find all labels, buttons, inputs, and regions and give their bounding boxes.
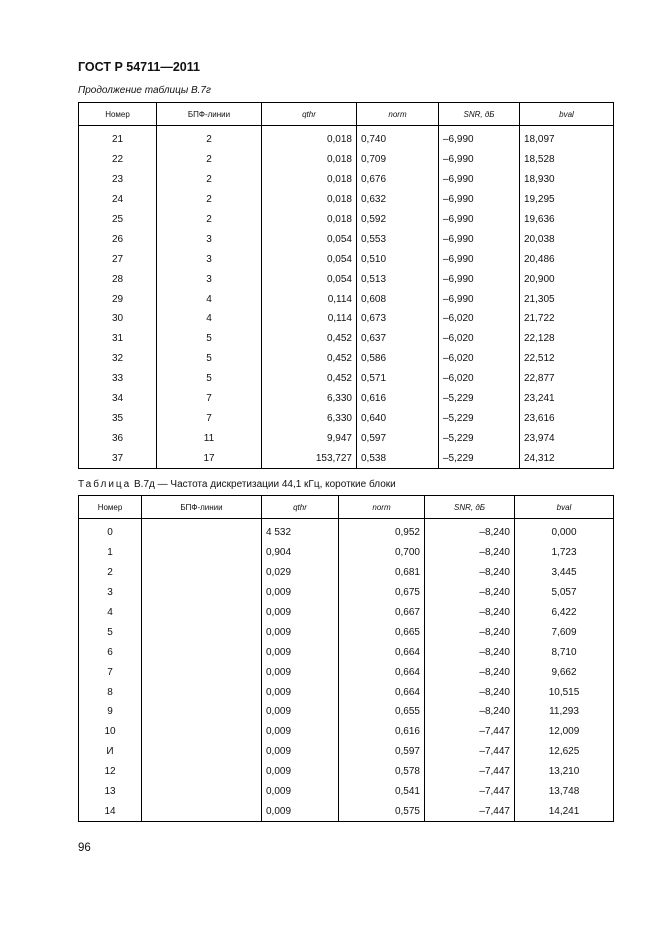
number-cell: 24 (79, 190, 157, 210)
norm-cell: 0,664 (339, 682, 425, 702)
bval-cell: 1,723 (515, 543, 614, 563)
bval-cell: 8,710 (515, 642, 614, 662)
norm-cell: 0,616 (357, 389, 439, 409)
table-row (79, 170, 614, 190)
table-row (79, 583, 614, 603)
bval-cell: 18,097 (520, 126, 614, 150)
fft-lines-cell: 2 (157, 190, 262, 210)
snr-cell: –7,447 (425, 801, 515, 821)
fft-lines-cell (142, 782, 262, 802)
qthr-cell: 9,947 (262, 428, 357, 448)
table1-header-row (79, 103, 614, 126)
number-cell: 7 (79, 662, 142, 682)
number-cell: 28 (79, 269, 157, 289)
qthr-cell: 0,009 (262, 742, 339, 762)
qthr-cell: 6,330 (262, 408, 357, 428)
number-cell: 12 (79, 762, 142, 782)
table-row (79, 563, 614, 583)
fft-lines-cell (142, 642, 262, 662)
qthr-cell: 0,904 (262, 543, 339, 563)
fft-lines-cell: 11 (157, 428, 262, 448)
number-cell: 27 (79, 249, 157, 269)
qthr-cell: 0,009 (262, 622, 339, 642)
table-row (79, 622, 614, 642)
bval-cell: 22,128 (520, 329, 614, 349)
qthr-cell: 0,452 (262, 329, 357, 349)
qthr-cell: 0,009 (262, 722, 339, 742)
qthr-cell: 6,330 (262, 389, 357, 409)
snr-cell: –6,990 (439, 269, 520, 289)
fft-lines-cell: 3 (157, 229, 262, 249)
number-cell: 6 (79, 642, 142, 662)
fft-lines-cell: 2 (157, 170, 262, 190)
bval-cell: 23,974 (520, 428, 614, 448)
snr-cell: –8,240 (425, 642, 515, 662)
table2-body (79, 519, 614, 822)
snr-cell: –6,990 (439, 126, 520, 150)
norm-cell: 0,578 (339, 762, 425, 782)
table-row (79, 742, 614, 762)
number-cell: 35 (79, 408, 157, 428)
fft-lines-cell: 17 (157, 448, 262, 468)
norm-cell: 0,740 (357, 126, 439, 150)
fft-lines-cell: 2 (157, 126, 262, 150)
column-header-snr: SNR, дБ (425, 496, 515, 519)
table-row (79, 682, 614, 702)
bval-cell: 21,722 (520, 309, 614, 329)
bval-cell: 6,422 (515, 603, 614, 623)
qthr-cell: 0,009 (262, 762, 339, 782)
column-header-bval: bval (515, 496, 614, 519)
bval-cell: 20,038 (520, 229, 614, 249)
bval-cell: 13,210 (515, 762, 614, 782)
snr-cell: –6,990 (439, 210, 520, 230)
number-cell: 23 (79, 170, 157, 190)
fft-lines-cell (142, 682, 262, 702)
bval-cell: 20,900 (520, 269, 614, 289)
table2-caption (78, 479, 396, 490)
qthr-cell: 0,054 (262, 269, 357, 289)
norm-cell: 0,664 (339, 662, 425, 682)
number-cell: 0 (79, 519, 142, 543)
fft-lines-cell: 2 (157, 150, 262, 170)
table-row (79, 349, 614, 369)
table2-header-row (79, 496, 614, 519)
table2 (78, 495, 614, 822)
bval-cell: 0,000 (515, 519, 614, 543)
snr-cell: –8,240 (425, 563, 515, 583)
fft-lines-cell: 7 (157, 389, 262, 409)
bval-cell: 14,241 (515, 801, 614, 821)
fft-lines-cell (142, 702, 262, 722)
norm-cell: 0,676 (357, 170, 439, 190)
snr-cell: –6,990 (439, 170, 520, 190)
table-row (79, 389, 614, 409)
snr-cell: –6,020 (439, 329, 520, 349)
table-row (79, 603, 614, 623)
page-number: 96 (78, 842, 91, 854)
qthr-cell: 0,054 (262, 229, 357, 249)
table-row (79, 126, 614, 150)
table-row (79, 801, 614, 821)
table2-caption-label: Таблица (78, 479, 132, 490)
qthr-cell: 0,009 (262, 682, 339, 702)
number-cell: 10 (79, 722, 142, 742)
table-row (79, 722, 614, 742)
qthr-cell: 0,018 (262, 210, 357, 230)
snr-cell: –8,240 (425, 519, 515, 543)
fft-lines-cell (142, 583, 262, 603)
bval-cell: 10,515 (515, 682, 614, 702)
norm-cell: 0,597 (357, 428, 439, 448)
number-cell: 25 (79, 210, 157, 230)
norm-cell: 0,640 (357, 408, 439, 428)
bval-cell: 23,241 (520, 389, 614, 409)
table-row (79, 229, 614, 249)
table1-body (79, 126, 614, 469)
table-row (79, 448, 614, 468)
fft-lines-cell (142, 519, 262, 543)
qthr-cell: 0,009 (262, 583, 339, 603)
snr-cell: –6,990 (439, 190, 520, 210)
snr-cell: –7,447 (425, 742, 515, 762)
norm-cell: 0,597 (339, 742, 425, 762)
norm-cell: 0,592 (357, 210, 439, 230)
norm-cell: 0,637 (357, 329, 439, 349)
norm-cell: 0,673 (357, 309, 439, 329)
qthr-cell: 0,018 (262, 170, 357, 190)
number-cell: 13 (79, 782, 142, 802)
snr-cell: –5,229 (439, 389, 520, 409)
bval-cell: 18,528 (520, 150, 614, 170)
snr-cell: –8,240 (425, 622, 515, 642)
qthr-cell: 4 532 (262, 519, 339, 543)
bval-cell: 20,486 (520, 249, 614, 269)
snr-cell: –7,447 (425, 782, 515, 802)
column-header-norm: norm (339, 496, 425, 519)
qthr-cell: 0,114 (262, 309, 357, 329)
norm-cell: 0,616 (339, 722, 425, 742)
norm-cell: 0,655 (339, 702, 425, 722)
table-row (79, 543, 614, 563)
fft-lines-cell (142, 742, 262, 762)
snr-cell: –6,990 (439, 289, 520, 309)
snr-cell: –8,240 (425, 662, 515, 682)
fft-lines-cell: 4 (157, 309, 262, 329)
number-cell: 29 (79, 289, 157, 309)
number-cell: 37 (79, 448, 157, 468)
snr-cell: –5,229 (439, 428, 520, 448)
norm-cell: 0,571 (357, 369, 439, 389)
bval-cell: 7,609 (515, 622, 614, 642)
table-row (79, 289, 614, 309)
table-row (79, 702, 614, 722)
qthr-cell: 153,727 (262, 448, 357, 468)
snr-cell: –6,020 (439, 309, 520, 329)
table1-caption: Продолжение таблицы В.7г (78, 85, 211, 96)
table-row (79, 269, 614, 289)
table-row (79, 428, 614, 448)
bval-cell: 19,295 (520, 190, 614, 210)
fft-lines-cell (142, 801, 262, 821)
norm-cell: 0,675 (339, 583, 425, 603)
bval-cell: 11,293 (515, 702, 614, 722)
norm-cell: 0,700 (339, 543, 425, 563)
number-cell: 3 (79, 583, 142, 603)
number-cell: 5 (79, 622, 142, 642)
number-cell: 31 (79, 329, 157, 349)
fft-lines-cell (142, 622, 262, 642)
qthr-cell: 0,114 (262, 289, 357, 309)
norm-cell: 0,538 (357, 448, 439, 468)
qthr-cell: 0,009 (262, 782, 339, 802)
norm-cell: 0,513 (357, 269, 439, 289)
table-row (79, 762, 614, 782)
snr-cell: –6,990 (439, 150, 520, 170)
number-cell: 22 (79, 150, 157, 170)
bval-cell: 22,512 (520, 349, 614, 369)
fft-lines-cell: 3 (157, 249, 262, 269)
table-row (79, 408, 614, 428)
column-header-snr: SNR, дБ (439, 103, 520, 126)
column-header-number: Номер (79, 496, 142, 519)
qthr-cell: 0,018 (262, 150, 357, 170)
fft-lines-cell: 7 (157, 408, 262, 428)
fft-lines-cell: 4 (157, 289, 262, 309)
number-cell: 33 (79, 369, 157, 389)
bval-cell: 9,662 (515, 662, 614, 682)
table-row (79, 190, 614, 210)
bval-cell: 13,748 (515, 782, 614, 802)
norm-cell: 0,608 (357, 289, 439, 309)
snr-cell: –6,990 (439, 229, 520, 249)
number-cell: 36 (79, 428, 157, 448)
snr-cell: –8,240 (425, 543, 515, 563)
qthr-cell: 0,018 (262, 190, 357, 210)
fft-lines-cell (142, 543, 262, 563)
column-header-fft-lines: БПФ-линии (157, 103, 262, 126)
table-row (79, 309, 614, 329)
qthr-cell: 0,452 (262, 349, 357, 369)
fft-lines-cell: 3 (157, 269, 262, 289)
bval-cell: 12,625 (515, 742, 614, 762)
number-cell: 1 (79, 543, 142, 563)
fft-lines-cell: 5 (157, 329, 262, 349)
fft-lines-cell (142, 662, 262, 682)
qthr-cell: 0,009 (262, 642, 339, 662)
table-row (79, 642, 614, 662)
number-cell: 9 (79, 702, 142, 722)
norm-cell: 0,664 (339, 642, 425, 662)
fft-lines-cell: 5 (157, 349, 262, 369)
bval-cell: 19,636 (520, 210, 614, 230)
norm-cell: 0,541 (339, 782, 425, 802)
fft-lines-cell (142, 563, 262, 583)
table-row (79, 329, 614, 349)
snr-cell: –7,447 (425, 762, 515, 782)
number-cell: 34 (79, 389, 157, 409)
number-cell: 4 (79, 603, 142, 623)
snr-cell: –6,990 (439, 249, 520, 269)
fft-lines-cell (142, 722, 262, 742)
document-title: ГОСТ Р 54711—2011 (78, 60, 200, 74)
norm-cell: 0,575 (339, 801, 425, 821)
table-row (79, 519, 614, 543)
bval-cell: 18,930 (520, 170, 614, 190)
norm-cell: 0,681 (339, 563, 425, 583)
column-header-bval: bval (520, 103, 614, 126)
column-header-number: Номер (79, 103, 157, 126)
snr-cell: –8,240 (425, 583, 515, 603)
table-row (79, 150, 614, 170)
qthr-cell: 0,009 (262, 801, 339, 821)
number-cell: 8 (79, 682, 142, 702)
qthr-cell: 0,018 (262, 126, 357, 150)
qthr-cell: 0,009 (262, 702, 339, 722)
qthr-cell: 0,009 (262, 603, 339, 623)
snr-cell: –5,229 (439, 448, 520, 468)
snr-cell: –8,240 (425, 682, 515, 702)
column-header-qthr: qthr (262, 496, 339, 519)
fft-lines-cell (142, 603, 262, 623)
number-cell: 14 (79, 801, 142, 821)
table-row (79, 249, 614, 269)
column-header-qthr: qthr (262, 103, 357, 126)
column-header-fft-lines: БПФ-линии (142, 496, 262, 519)
number-cell: 32 (79, 349, 157, 369)
snr-cell: –6,020 (439, 349, 520, 369)
fft-lines-cell: 5 (157, 369, 262, 389)
norm-cell: 0,667 (339, 603, 425, 623)
norm-cell: 0,952 (339, 519, 425, 543)
snr-cell: –7,447 (425, 722, 515, 742)
number-cell: 2 (79, 563, 142, 583)
number-cell: И (79, 742, 142, 762)
norm-cell: 0,586 (357, 349, 439, 369)
snr-cell: –8,240 (425, 603, 515, 623)
norm-cell: 0,709 (357, 150, 439, 170)
table-row (79, 369, 614, 389)
bval-cell: 12,009 (515, 722, 614, 742)
qthr-cell: 0,009 (262, 662, 339, 682)
number-cell: 21 (79, 126, 157, 150)
number-cell: 26 (79, 229, 157, 249)
bval-cell: 24,312 (520, 448, 614, 468)
fft-lines-cell: 2 (157, 210, 262, 230)
qthr-cell: 0,054 (262, 249, 357, 269)
bval-cell: 22,877 (520, 369, 614, 389)
bval-cell: 21,305 (520, 289, 614, 309)
norm-cell: 0,632 (357, 190, 439, 210)
qthr-cell: 0,452 (262, 369, 357, 389)
norm-cell: 0,553 (357, 229, 439, 249)
qthr-cell: 0,029 (262, 563, 339, 583)
norm-cell: 0,510 (357, 249, 439, 269)
bval-cell: 5,057 (515, 583, 614, 603)
table-row (79, 662, 614, 682)
norm-cell: 0,665 (339, 622, 425, 642)
fft-lines-cell (142, 762, 262, 782)
column-header-norm: norm (357, 103, 439, 126)
table2-caption-text: В.7д — Частота дискретизации 44,1 кГц, короткие блоки (131, 479, 396, 490)
table-row (79, 210, 614, 230)
snr-cell: –5,229 (439, 408, 520, 428)
table-row (79, 782, 614, 802)
table1 (78, 102, 614, 469)
snr-cell: –8,240 (425, 702, 515, 722)
snr-cell: –6,020 (439, 369, 520, 389)
bval-cell: 3,445 (515, 563, 614, 583)
number-cell: 30 (79, 309, 157, 329)
bval-cell: 23,616 (520, 408, 614, 428)
